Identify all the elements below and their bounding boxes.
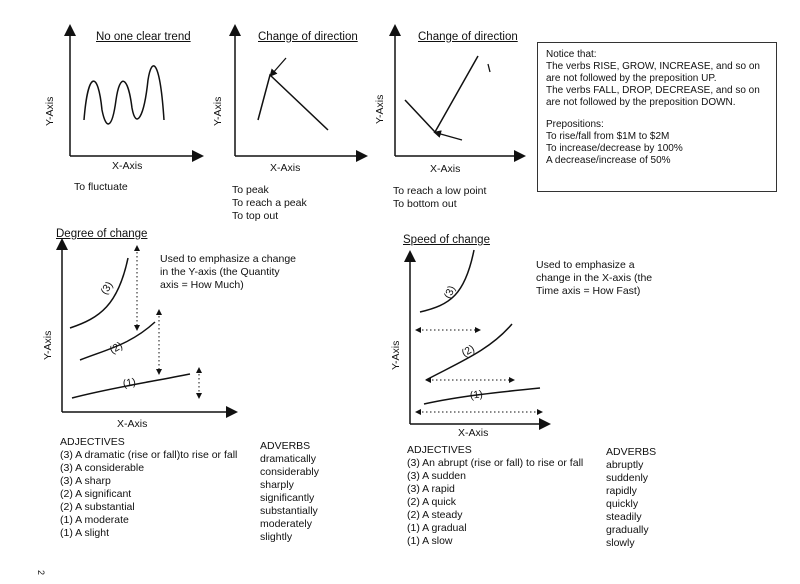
note-line: Prepositions:: [546, 119, 604, 130]
low-yaxis-label: Y-Axis: [374, 94, 386, 124]
degree-adj: (2) A substantial: [60, 501, 135, 513]
degree-adjectives: [60, 436, 237, 540]
degree-adv: substantially: [260, 505, 318, 517]
fluctuate-xaxis-label: X-Axis: [112, 160, 143, 172]
degree-description: [160, 253, 296, 292]
speed-adj-header: ADJECTIVES: [407, 444, 472, 456]
degree-adv: considerably: [260, 466, 319, 478]
note-line: The verbs FALL, DROP, DECREASE, and so on: [546, 85, 760, 96]
note-line: To increase/decrease by 100%: [546, 143, 683, 154]
speed-adj: (1) A gradual: [407, 522, 467, 534]
page-number: 2: [36, 569, 47, 576]
peak-xaxis-label: X-Axis: [270, 162, 301, 174]
degree-adj: (3) A considerable: [60, 462, 145, 474]
note-line: The verbs RISE, GROW, INCREASE, and so on: [546, 61, 760, 72]
speed-adv: rapidly: [606, 485, 637, 497]
speed-description: [536, 259, 652, 298]
speed-adv-header: ADVERBS: [606, 446, 657, 458]
fluctuate-curve: [84, 66, 164, 124]
degree-curve-3: [70, 258, 128, 328]
speed-adverbs: [606, 446, 656, 550]
speed-adjectives: [407, 444, 583, 548]
degree-adverbs: [260, 440, 319, 544]
degree-adv-header: ADVERBS: [260, 440, 311, 452]
speed-adj: (2) A steady: [407, 509, 463, 521]
peak-curve: [258, 75, 328, 130]
speed-adj: (2) A quick: [407, 496, 457, 508]
speed-adj: (1) A slow: [407, 535, 453, 547]
note-line: A decrease/increase of 50%: [546, 155, 671, 166]
speed-label-3: (3): [441, 283, 459, 301]
degree-adj: (3) A sharp: [60, 475, 111, 487]
speed-adv: gradually: [606, 524, 649, 536]
note-line: are not followed by the preposition UP.: [546, 73, 717, 84]
degree-title: Degree of change: [56, 228, 148, 240]
peak-caption: To top out: [232, 210, 279, 222]
note-box: [537, 42, 777, 192]
degree-adj: (3) A dramatic (rise or fall)to rise or fall: [60, 449, 238, 461]
peak-axes: [235, 30, 362, 156]
low-captions: [393, 185, 486, 211]
speed-title: Speed of change: [403, 234, 490, 246]
peak-caption: To reach a peak: [232, 197, 307, 209]
note-line: Notice that:: [546, 49, 597, 60]
speed-curve-3: [420, 250, 474, 312]
degree-adj: (1) A moderate: [60, 514, 129, 526]
degree-adv: significantly: [260, 492, 315, 504]
fluctuate-caption: To fluctuate: [74, 181, 128, 193]
speed-adv: quickly: [606, 498, 639, 510]
speed-adv: suddenly: [606, 472, 649, 484]
fluctuate-title: No one clear trend: [96, 31, 191, 43]
note-line: [546, 109, 768, 119]
low-curve: [405, 56, 478, 132]
note-line: are not followed by the preposition DOWN.: [546, 97, 736, 108]
degree-desc-line: in the Y-axis (the Quantity: [160, 266, 280, 278]
degree-adj: (1) A slight: [60, 527, 110, 539]
degree-yaxis-label: Y-Axis: [42, 330, 54, 360]
speed-desc-line: Time axis = How Fast): [536, 285, 641, 297]
peak-yaxis-label: Y-Axis: [212, 96, 224, 126]
low-extra-tick: [488, 64, 490, 72]
speed-label-2: (2): [459, 342, 477, 360]
peak-caption: To peak: [232, 184, 269, 196]
degree-label-1: (1): [121, 375, 137, 391]
speed-yaxis-label: Y-Axis: [390, 340, 402, 370]
degree-adv: sharply: [260, 479, 294, 491]
speed-desc-line: change in the X-axis (the: [536, 272, 653, 284]
low-xaxis-label: X-Axis: [430, 163, 461, 175]
degree-adv: dramatically: [260, 453, 317, 465]
speed-adj: (3) A sudden: [407, 470, 466, 482]
note-line: To rise/fall from $1M to $2M: [546, 131, 670, 142]
degree-label-2: (2): [107, 339, 125, 357]
low-caption: To bottom out: [393, 198, 457, 210]
degree-desc-line: Used to emphasize a change: [160, 253, 297, 265]
speed-adj: (3) A rapid: [407, 483, 455, 495]
speed-adv: steadily: [606, 511, 642, 523]
peak-arrow: [272, 58, 286, 74]
fluctuate-yaxis-label: Y-Axis: [44, 96, 56, 126]
speed-adv: slowly: [606, 537, 635, 549]
peak-captions: [232, 184, 307, 223]
degree-adv: slightly: [260, 531, 293, 543]
degree-desc-line: axis = How Much): [160, 279, 244, 291]
speed-adj: (3) An abrupt (rise or fall) to rise or fall: [407, 457, 584, 469]
speed-xaxis-label: X-Axis: [458, 427, 489, 439]
low-caption: To reach a low point: [393, 185, 487, 197]
peak-title: Change of direction: [258, 31, 358, 43]
low-title: Change of direction: [418, 31, 518, 43]
speed-label-1: (1): [469, 388, 484, 402]
speed-desc-line: Used to emphasize a: [536, 259, 635, 271]
degree-label-3: (3): [98, 279, 116, 297]
degree-adv: moderately: [260, 518, 312, 530]
fluctuate-axes: [70, 30, 198, 156]
speed-adv: abruptly: [606, 459, 644, 471]
low-arrow: [437, 133, 462, 140]
degree-adj-header: ADJECTIVES: [60, 436, 125, 448]
degree-adj: (2) A significant: [60, 488, 132, 500]
degree-xaxis-label: X-Axis: [117, 418, 148, 430]
